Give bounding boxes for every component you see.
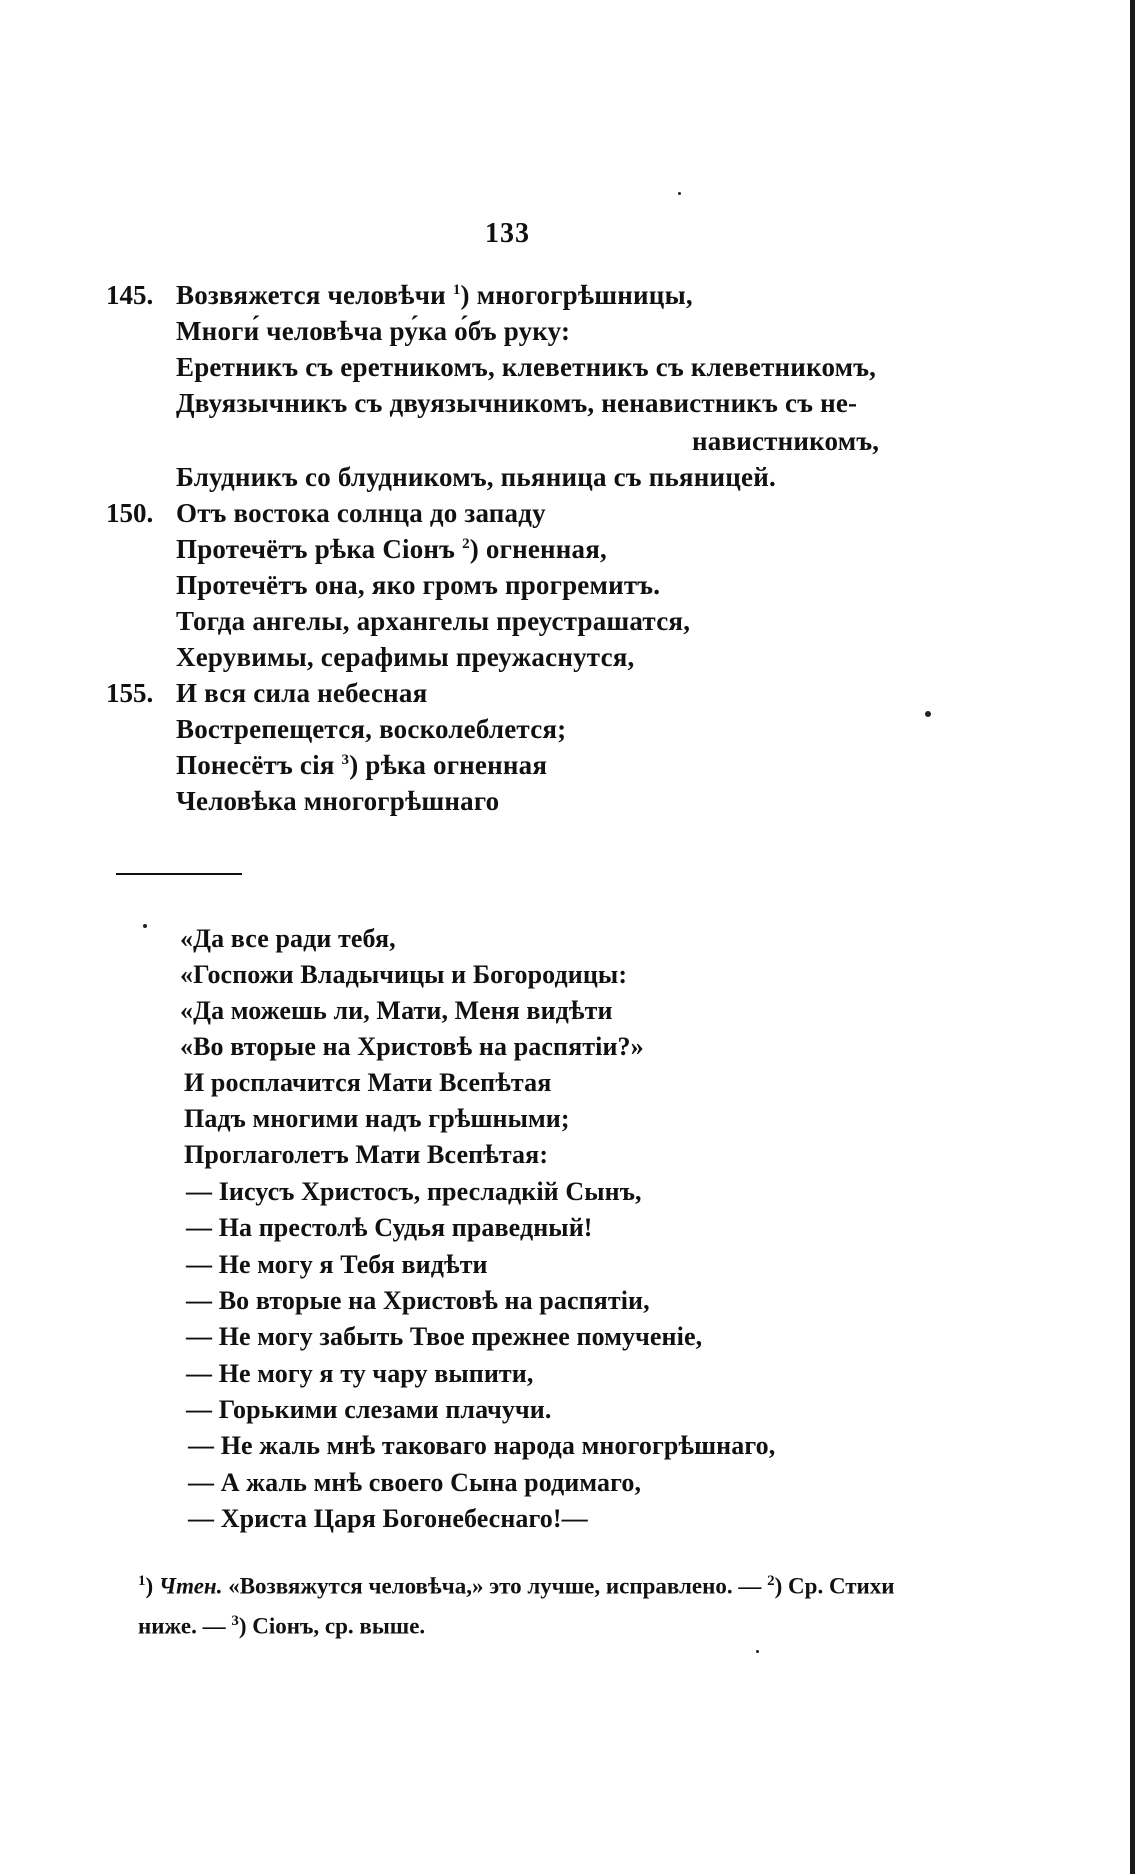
line-number: 145. [106, 280, 154, 310]
poem-line-text: Протечётъ рѣка Сіонъ [176, 534, 456, 564]
footnote-marker: 3 [231, 1612, 239, 1629]
poem-line-text: Возвяжется человѣчи [176, 280, 446, 310]
poem-line: Тогда ангелы, архангелы преустрашатся, [176, 606, 691, 636]
verse-line: Проглаголетъ Мати Всепѣтая: [184, 1140, 549, 1169]
poem-line [176, 280, 693, 311]
verse-line: — Горькими слезами плачучи. [186, 1395, 552, 1424]
verse-line: — А жаль мнѣ своего Сына родимаго, [188, 1468, 642, 1497]
scan-speck [143, 924, 147, 928]
verse-line: — Не могу я ту чару выпити, [186, 1359, 534, 1388]
verse-line: И росплачится Мати Всепѣтая [184, 1068, 552, 1097]
verse-line: «Госпожи Владычицы и Богородицы: [180, 960, 628, 989]
line-number: 155. [106, 678, 154, 708]
poem-line: Протечётъ она, яко громъ прогремитъ. [176, 570, 661, 600]
poem-line-text: ) рѣка огненная [349, 750, 548, 780]
poem-line-text: ) огненная, [469, 534, 607, 564]
verse-line: — Христа Царя Богонебеснаго!— [188, 1504, 588, 1533]
scan-speck [925, 711, 931, 717]
footnote-text: ) Ср. Стихи [774, 1573, 895, 1599]
poem-line: навистникомъ, [692, 426, 880, 456]
footnote-text: ) Сіонъ, ср. выше. [238, 1613, 426, 1639]
scan-speck [678, 192, 681, 195]
verse-line: — Во вторые на Христовѣ на распятіи, [186, 1286, 650, 1315]
footnotes [138, 1564, 938, 1643]
footnote-ref: 1 [452, 282, 461, 298]
poem-line [176, 750, 547, 781]
footnote-abbr: Чтен. [158, 1573, 223, 1599]
verse-line: — Не могу я Тебя видѣти [186, 1250, 488, 1279]
footnote-marker: 1 [138, 1573, 146, 1589]
poem-line: Херувимы, серафимы преужаснутся, [176, 642, 635, 672]
verse-line: «Во вторые на Христовѣ на распятіи?» [180, 1032, 644, 1061]
verse-line: — Іисусъ Христосъ, пресладкій Сынъ, [186, 1177, 642, 1206]
poem-line: Человѣка многогрѣшнаго [176, 786, 500, 816]
poem-line: Еретникъ съ еретникомъ, клеветникъ съ клеветникомъ, [176, 352, 877, 382]
verse-line: «Да можешь ли, Мати, Меня видѣти [180, 996, 613, 1025]
scan-speck [756, 1650, 759, 1653]
footnote-ref: 2 [462, 536, 470, 552]
footnote-text: «Возвяжутся человѣча,» это лучше, исправлено. — [222, 1573, 768, 1599]
poem-line: Вострепещется, восколеблется; [176, 714, 567, 744]
poem-line-text: ) многогрѣшницы, [460, 280, 693, 310]
page-edge-rule [1130, 0, 1135, 1874]
verse-line: Падъ многими надъ грѣшными; [184, 1104, 570, 1133]
footnote-marker: 2 [767, 1573, 775, 1589]
verse-line: — На престолѣ Судья праведный! [186, 1213, 593, 1242]
line-number: 150. [106, 498, 154, 528]
page-number: 133 [485, 218, 530, 249]
verse-line: «Да все ради тебя, [180, 924, 396, 953]
poem-line: Отъ востока солнца до западу [176, 498, 546, 528]
poem-line: Двуязычникъ съ двуязычникомъ, ненавистникъ съ не- [176, 388, 858, 418]
poem-line: И вся сила небесная [176, 678, 428, 708]
verse-line: — Не могу забыть Твое прежнее помученіе, [186, 1322, 703, 1351]
poem-line-text: Понесётъ сія [176, 750, 335, 780]
section-divider [116, 873, 242, 875]
footnote-line [138, 1604, 938, 1644]
poem-line: Многи́ человѣча ру́ка о́бъ руку: [176, 316, 571, 346]
footnote-line: $^1$) Чтен. «Возвяжутся человѣча,» это лучше, исправлено. — $^2$) Ср. Стихи [138, 1573, 895, 1599]
footnote-ref: 3 [341, 752, 350, 768]
poem-line: Блудникъ со блудникомъ, пьяница съ пьяницей. [176, 462, 776, 492]
poem-line [176, 534, 607, 565]
verse-line: — Не жаль мнѣ таковаго народа многогрѣшнаго, [188, 1431, 776, 1460]
footnote-text: ниже. — [138, 1613, 232, 1639]
